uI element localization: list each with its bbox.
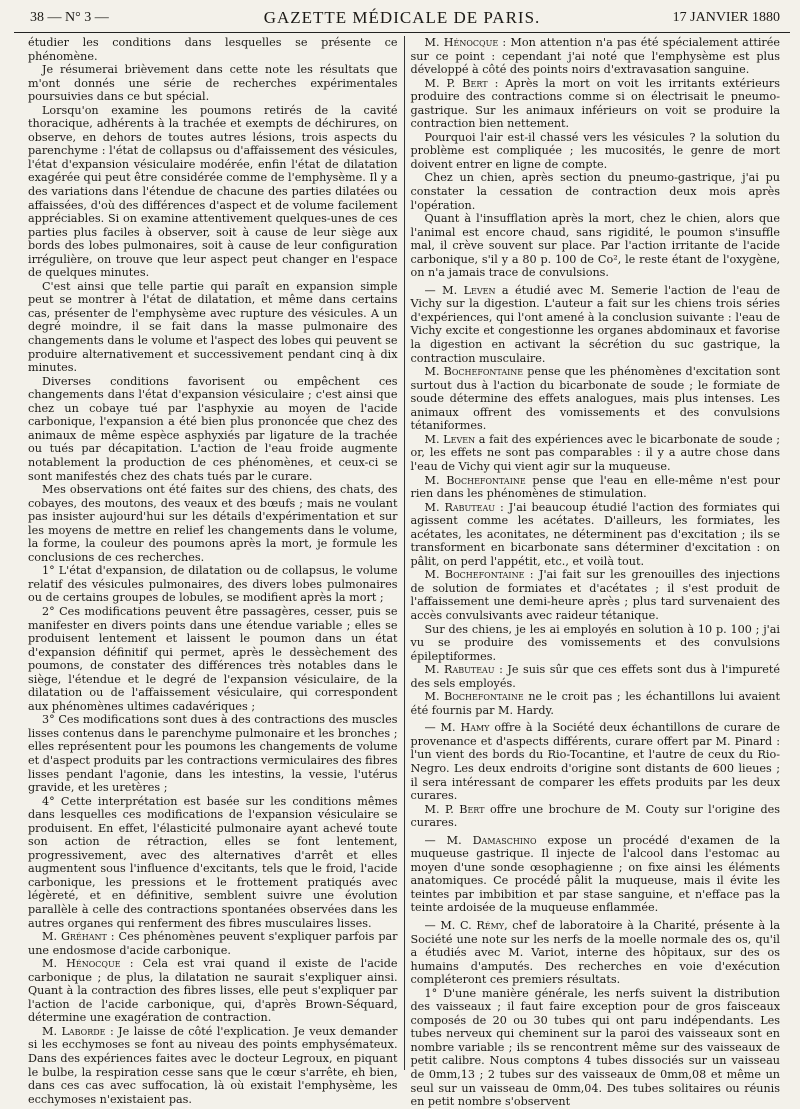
- dash-prefix: — M.: [424, 283, 464, 297]
- speaker-name: M. Hénocque: [424, 36, 499, 49]
- journal-title: GAZETTE MÉDICALE DE PARIS.: [263, 8, 541, 27]
- column-rule: [404, 36, 405, 1070]
- paragraph: [411, 568, 781, 622]
- speaker-name: M. Bochefontaine: [424, 568, 525, 582]
- paragraph-text: : Après la mort on voit les irritants extérieurs produire des contractions comme si on électrisait le pneumo-gastrique. Sur les animaux inférieurs on voit se produire la contraction bien nettement.: [410, 76, 781, 131]
- paragraph: [28, 564, 398, 605]
- speaker-name: M. P. Bert: [424, 802, 485, 816]
- paragraph: [28, 280, 398, 375]
- dash-prefix: — M. C.: [424, 919, 477, 932]
- page-header: [14, 6, 790, 33]
- paragraph: [28, 1025, 398, 1106]
- speaker-name: Hamy: [460, 721, 490, 735]
- paragraph-text: Sur des chiens, je les ai employés en solution à 10 p. 100 ; j'ai vu se produire des vomissements et des convulsions épileptiformes.: [410, 622, 781, 663]
- paragraph-text: expose un procédé d'examen de la muqueuse gastrique. Il injecte de l'alcool dans l'estomac au moyen d'une sonde œsophagienne ; on fixe ainsi les éléments anatomiques. Ce procédé pâlit la muqueuse, mais il évite les teintes par imbibition et par stase sanguine, et n'efface pas la teinte ardoisée de la muqueuse enflammée.: [410, 833, 781, 915]
- issue-date: 17 JANVIER 1880: [672, 10, 780, 25]
- dash-prefix: — M.: [424, 721, 461, 735]
- paragraph-text: : Ces phénomènes peuvent s'expliquer parfois par une endosmose d'acide carbonique.: [28, 930, 398, 957]
- paragraph: [411, 212, 781, 280]
- paragraph-text: , chef de laboratoire à la Charité, présente à la Société une note sur les nerfs de la moelle normale des os, qu'il a étudiés avec M. Variot, interne des hôpitaux, sur des os humains d'amputés. Des recherches en voie d'exécution compléteront ces premiers résultats.: [410, 919, 781, 987]
- paragraph: [411, 365, 781, 433]
- text-columns: [28, 36, 781, 1109]
- left-column: [28, 36, 398, 1106]
- paragraph: [411, 433, 781, 474]
- paragraph-text: Chez un chien, après section du pneumo-gastrique, j'ai pu constater la cessation de contraction deux mois après l'opération.: [410, 171, 781, 212]
- speaker-name: M. Bochefontaine: [424, 690, 524, 704]
- paragraph-text: offre à la Société deux échantillons de curare de provenance et d'aspects différents, curare offert par M. Pinard : l'un vient des bords du Rio-Tocantine, et l'autre de ceux du Rio-Negro. Les deux endroits d'origine sont distants de 600 lieues ; il sera intéressant de comparer les effets produits par les deux curares.: [410, 721, 781, 803]
- paragraph: [411, 919, 781, 987]
- paragraph-text: Je résumerai brièvement dans cette note les résultats que m'ont donnés une série de recherches expérimentales poursuivies dans ce but spécial.: [28, 63, 398, 104]
- paragraph-text: : J'ai beaucoup étudié l'action des formiates qui agissent comme les acétates. D'ailleurs, les formiates, les acétates, les aconitates, ne déterminent pas d'excitation ; ils se transforment en bicarbonate sans déterminer d'excitation : on pâlit, on perd l'appétit, etc., et voilà tout.: [410, 500, 781, 568]
- paragraph: [28, 36, 398, 63]
- paragraph: [411, 77, 781, 131]
- paragraph-text: : Je suis sûr que ces effets sont dus à l'impureté des sels employés.: [410, 663, 781, 690]
- paragraph: [411, 834, 781, 915]
- paragraph-text: : Je laisse de côté l'explication. Je veux demander si les ecchymoses se font au niveau des points emphysémateux. Dans des expériences faites avec le docteur Legroux, en piquant le bulbe, la respiration cesse sans que le cœur s'arrête, eh bien, dans ces cas avec suffocation, là où existait l'emphysème, les ecchymoses n'existaient pas.: [28, 1024, 398, 1106]
- paragraph: [28, 957, 398, 1025]
- paragraph-text: : Cela est vrai quand il existe de l'acide carbonique ; de plus, la dilatation ne saurait s'expliquer ainsi. Quant à la contraction des fibres lisses, elle peut s'expliquer par l'action de l'acide carbonique, qui, d'après Brown-Séquard, détermine une exagération de contraction.: [28, 957, 398, 1025]
- page-number: 38 — N° 3 —: [30, 10, 109, 25]
- paragraph: [411, 131, 781, 172]
- paragraph-text: a fait des expériences avec le bicarbonate de soude ; or, les effets ne sont pas comparables : il y a autre chose dans l'eau de Vichy qui vient agir sur la muqueuse.: [410, 432, 781, 473]
- paragraph-text: offre une brochure de M. Couty sur l'origine des curares.: [410, 802, 781, 830]
- paragraph-text: 4° Cette interprétation est basée sur les conditions mêmes dans lesquelles ces modifications de l'expansion vésiculaire se produisent. En effet, l'élasticité pulmonaire ayant achevé toute son action de rétraction, elles se font lentement, progressivement, avec des alternatives d'arrêt et elles augmentent sous l'influence d'excitants, tels que le froid, l'acide carbonique, les pressions et le frottement pratiqués avec légèreté, et en définitive, semblent suivre une évolution parallèle à celle des contractions spontanées observées dans les autres organes qui renferment des fibres musculaires lisses.: [28, 794, 398, 930]
- paragraph-text: Quant à l'insufflation après la mort, chez le chien, alors que l'animal est encore chaud, sans rigidité, le poumon s'insuffle mal, il crève souvent sur place. Par l'action irritante de l'acide carbonique, s'il y a 80 p. 100 de Co², le reste étant de l'oxygène, on n'a jamais trace de convulsions.: [410, 212, 781, 280]
- speaker-name: M. Hénocque: [42, 957, 121, 971]
- paragraph: [411, 690, 781, 717]
- paragraph: [28, 930, 398, 957]
- dash-prefix: — M.: [424, 833, 473, 847]
- paragraph: [28, 375, 398, 483]
- newspaper-page: [14, 6, 790, 1109]
- speaker-name: Rémy: [476, 919, 505, 932]
- paragraph-text: Mes observations ont été faites sur des chiens, des chats, des cobayes, des moutons, des veaux et des bœufs ; mais ne voulant pas insister aujourd'hui sur les détails d'expérimentation et sur les moyens de mettre en relief les changements dans le volume, la forme, la couleur des poumons après la mort, je formule les conclusions de ces recherches.: [28, 483, 398, 564]
- paragraph: [411, 721, 781, 802]
- paragraph-text: Pourquoi l'air est-il chassé vers les vésicules ? la solution du problème est compliquée ; les mucosités, le genre de mort doivent entrer en ligne de compte.: [410, 130, 781, 171]
- paragraph-text: : J'ai fait sur les grenouilles des injections de solution de formiates et d'acétates ; il s'est produit de l'affaissement une demi-heure après ; plus tard survenaient des accès convulsivants avec raideur tétanique.: [410, 568, 781, 622]
- speaker-name: M. Laborde: [42, 1024, 106, 1038]
- speaker-name: Leven: [463, 283, 496, 297]
- paragraph: [411, 474, 781, 501]
- paragraph: [28, 104, 398, 280]
- paragraph-text: a étudié avec M. Semerie l'action de l'eau de Vichy sur la digestion. L'auteur a fait sur les chiens trois séries d'expériences, qui l'ont amené à la conclusion suivante : l'eau de Vichy excite et congestionne les organes abdominaux et favorise la digestion en activant la sécrétion du suc gastrique, la contraction musculaire.: [410, 283, 781, 365]
- paragraph-text: pense que l'eau en elle-même n'est pour rien dans les phénomènes de stimulation.: [410, 473, 781, 501]
- paragraph: [411, 171, 781, 212]
- speaker-name: M. Leven: [424, 432, 476, 446]
- paragraph: [28, 713, 398, 794]
- paragraph: [28, 605, 398, 713]
- paragraph-text: Lorsqu'on examine les poumons retirés de la cavité thoracique, adhérents à la trachée et exempts de déchirures, on observe, en dehors de toutes autres lésions, trois aspects du parenchyme : l'état de collapsus ou d'affaissement des vésicules, l'état d'expansion vésiculaire modérée, enfin l'état de dilatation exagérée qui peut être considérée comme de l'emphysème. Il y a des variations dans l'étendue de chacune des parties dilatées ou affaissées, d'où des différences d'aspect et de volume facilement appréciables. Si on examine attentivement quelques-unes de ces parties plus faciles à observer, soit à cause de leur siège aux bords des lobes pulmonaires, soit à cause de leur configuration irrégulière, on trouve que leur aspect peut changer en l'espace de quelques minutes.: [28, 103, 398, 280]
- paragraph: [411, 663, 781, 690]
- paragraph-text: pense que les phénomènes d'excitation sont surtout dus à l'action du bicarbonate de soude ; le formiate de soude détermine des effets analogues, mais plus intenses. Les animaux offrent des vomissements et des convulsions tétaniformes.: [410, 365, 781, 433]
- paragraph: [411, 501, 781, 569]
- paragraph: [411, 987, 781, 1109]
- speaker-name: Damaschino: [472, 833, 537, 847]
- speaker-name: M. Rabuteau: [424, 500, 495, 514]
- paragraph-text: 1° D'une manière générale, les nerfs suivent la distribution des vaisseaux ; il faut faire exception pour de gros faisceaux composés de 20 ou 30 tubes qui ont paru indépendants. Les tubes nerveux qui cheminent sur la paroi des vaisseaux sont en nombre variable ; ils se rencontrent même sur des vaisseaux de petit calibre. Nous comptons 4 tubes dissociés sur un vaisseau de 0mm,13 ; 2 tubes sur des vaisseaux de 0mm,08 et même un seul sur un vaisseau de 0mm,04. Des tubes solitaires ou réunis en petit nombre s'observent: [410, 986, 781, 1109]
- paragraph-text: 1° L'état d'expansion, de dilatation ou de collapsus, le volume relatif des vésicules pulmonaires, des divers lobes pulmonaires ou de certains groupes de lobules, se modifient après la mort ;: [28, 564, 398, 605]
- paragraph: [411, 36, 781, 77]
- paragraph: [28, 483, 398, 564]
- speaker-name: M. Bochefontaine: [424, 365, 524, 379]
- speaker-name: M. Rabuteau: [424, 663, 495, 677]
- paragraph-text: étudier les conditions dans lesquelles se présente ce phénomène.: [28, 36, 398, 63]
- paragraph-text: 3° Ces modifications sont dues à des contractions des muscles lisses contenus dans le parenchyme pulmonaire et les bronches ; elles représentent pour les poumons les changements de volume et d'aspect produits par les contractions vermiculaires des fibres lisses pendant l'agonie, dans les intestins, la vessie, l'utérus gravide, et les uretères ;: [28, 713, 398, 795]
- paragraph-text: : Mon attention n'a pas été spécialement attirée sur ce point : cependant j'ai noté que l'emphysème est plus développé à côté des points noirs d'extravasation sanguine.: [410, 36, 781, 77]
- paragraph: [411, 803, 781, 830]
- speaker-name: M. Gréhant: [42, 930, 107, 944]
- paragraph-text: 2° Ces modifications peuvent être passagères, cesser, puis se manifester en divers points dans une étendue variable ; elles se produisent lentement et laissent le poumon dans un état d'expansion définitif qui permet, après le dessèchement des poumons, de constater des différences très notables dans le siège, l'étendue et le degré de l'expansion vésiculaire, de la dilatation ou de l'affaissement vésiculaire, qui correspondent aux phénomènes ultimes cadavériques ;: [28, 604, 398, 713]
- speaker-name: M. Bochefontaine: [424, 473, 526, 487]
- speaker-name: M. P. Bert: [424, 76, 488, 90]
- paragraph-text: Diverses conditions favorisent ou empêchent ces changements dans l'état d'expansion vésiculaire ; c'est ainsi que chez un cobaye tué par l'asphyxie au moyen de l'acide carbonique, l'expansion a été bien plus prononcée que chez des animaux de même espèce asphyxiés par ligature de la trachée ou tués par décapitation. L'action de l'eau froide augmente notablement la production de ces phénomènes, et ceux-ci se sont manifestés chez des chats tués par le curare.: [28, 374, 398, 483]
- paragraph: [28, 795, 398, 930]
- paragraph: [411, 284, 781, 365]
- paragraph-text: C'est ainsi que telle partie qui paraît en expansion simple peut se montrer à l'état de dilatation, et même dans certains cas, présenter de l'emphysème avec rupture des vésicules. A un degré moindre, il se fait dans la masse pulmonaire des changements dans le volume et l'aspect des lobes qui peuvent se produire alternativement et successivement pendant cinq à dix minutes.: [28, 279, 398, 375]
- paragraph: [411, 623, 781, 664]
- paragraph: [28, 63, 398, 104]
- paragraph-text: ne le croit pas ; les échantillons lui avaient été fournis par M. Hardy.: [410, 690, 781, 717]
- right-column: [410, 36, 781, 1109]
